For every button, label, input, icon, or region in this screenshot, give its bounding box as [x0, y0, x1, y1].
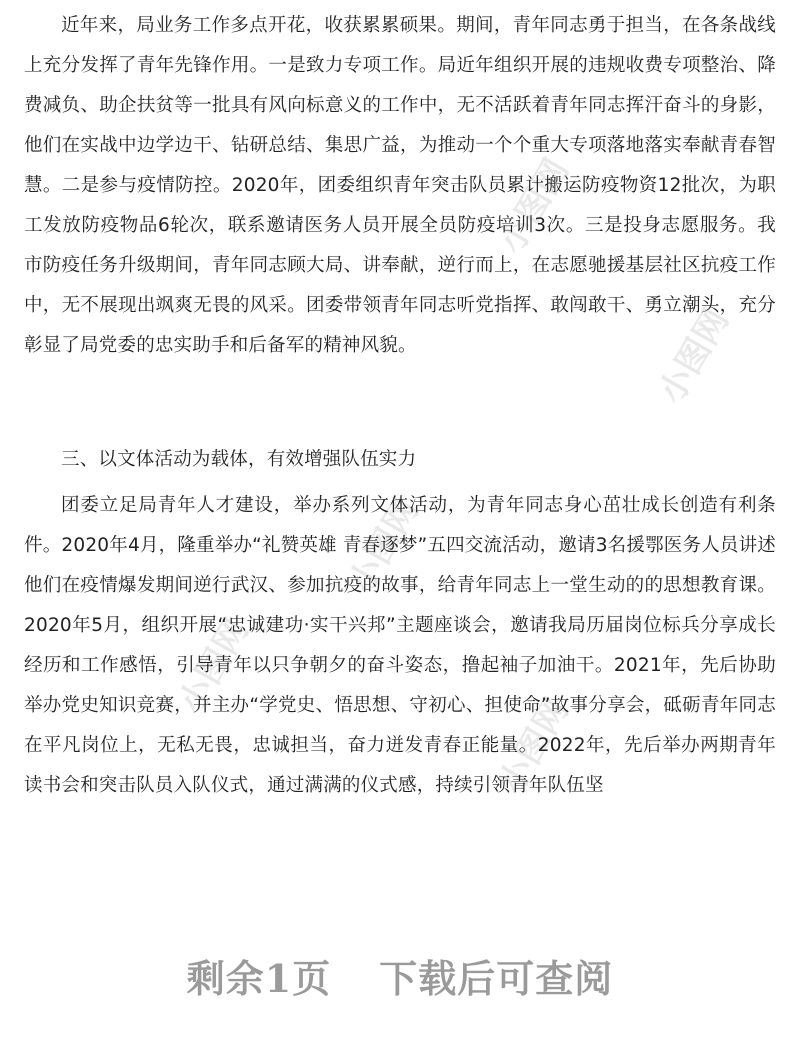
paragraph-youth-vanguard: 近年来，局业务工作多点开花，收获累累硕果。期间，青年同志勇于担当，在各条战线上充分发挥了青年先锋作用。一是致力专项工作。局近年组织开展的违规收费专项整治、降费减负、助企扶贫等一批具有风向标意义的工作中，无不活跃着青年同志挥汗奋斗的身影，他们在实战中边学边干、钻研总结、集思广益，为推动一个个重大专项落地落实奉献青春智慧。二是参与疫情防控。2020年，团委组织青年突击队员累计搬运防疫物资12批次，为职工发放防疫物品6轮次，联系邀请医务人员开展全员防疫培训3次。三是投身志愿服务。我市防疫任务升级期间，青年同志顾大局、讲奉献，逆行而上，在志愿驰援基层社区抗疫工作中，无不展现出飒爽无畏的风采。团委带领青年同志听党指挥、敢闯敢干、勇立潮头，充分彰显了局党委的忠实助手和后备军的精神风貌。 [24, 15, 776, 356]
download-to-view-label: 下载后可查阅 [379, 956, 614, 1001]
watermark: 小图网 [341, 492, 427, 601]
watermark: 小图网 [651, 302, 737, 411]
download-prompt[interactable] [0, 948, 800, 1003]
paragraph-cultural-activities: 团委立足局青年人才建设，举办系列文体活动，为青年同志身心茁壮成长创造有利条件。2020年4月，隆重举办“礼赞英雄 青春逐梦”五四交流活动，邀请3名援鄂医务人员讲述他们在疫情爆发期间逆行武汉、参加抗疫的故事，给青年同志上一堂生动的的思想教育课。2020年5月，组织开展“忠诚建功·实干兴邦”主题座谈会，邀请我局历届岗位标兵分享成长经历和工作感悟，引导青年以只争朝夕的奋斗姿态，撸起袖子加油干。2021年，先后协助举办党史知识竞赛，并主办“学党史、悟思想、守初心、担使命”故事分享会，砥砺青年同志在平凡岗位上，无私无畏，忠诚担当，奋力迸发青春正能量。2022年，先后举办两期青年读书会和突击队员入队仪式，通过满满的仪式感，持续引领青年队伍坚 [24, 495, 776, 796]
watermark: 小图网 [491, 692, 577, 801]
remaining-pages-label: 剩余1页 [186, 956, 332, 1001]
watermark: 小图网 [491, 152, 577, 261]
watermark: 小图网 [171, 612, 257, 721]
section-heading: 三、以文体活动为载体，有效增强队伍实力 [61, 449, 417, 470]
